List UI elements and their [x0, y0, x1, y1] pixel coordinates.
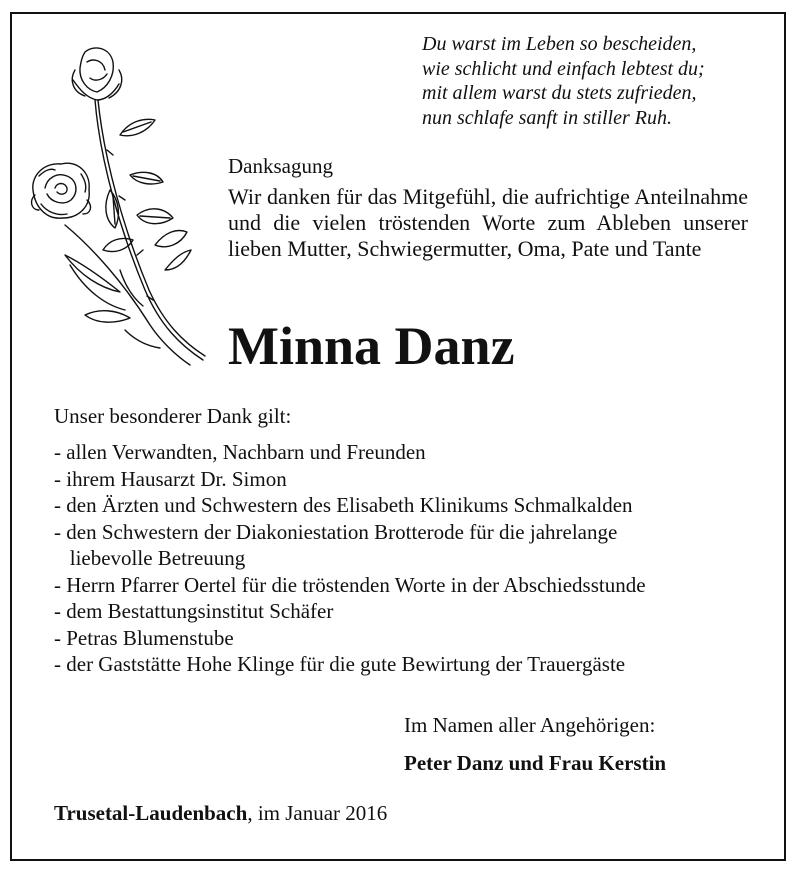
list-item: - allen Verwandten, Nachbarn und Freunden — [54, 440, 426, 464]
signoff-label: Im Namen aller Angehörigen: — [404, 713, 656, 737]
footer — [54, 801, 387, 826]
poem-line: mit allem warst du stets zufrieden, — [422, 82, 697, 104]
list-item: - Petras Blumenstube — [54, 625, 234, 650]
footer-date: , im Januar 2016 — [247, 801, 388, 825]
deceased-name: Minna Danz — [228, 316, 515, 376]
list-item: - Herrn Pfarrer Oertel für die tröstenden Worte in der Abschiedsstunde — [54, 572, 646, 597]
special-thanks-list — [54, 439, 646, 678]
list-item: - dem Bestattungsinstitut Schäfer — [54, 599, 334, 623]
poem-line: wie schlicht und einfach lebtest du; — [422, 57, 705, 80]
list-item: - den Ärzten und Schwestern des Elisabeth Klinikums Schmalkalden — [54, 493, 633, 517]
list-item: - der Gaststätte Hohe Klinge für die gute Bewirtung der Trauergäste — [54, 652, 626, 676]
list-item: - den Schwestern der Diakoniestation Brotterode für die jahrelange liebevolle Betreuung — [54, 519, 618, 570]
footer-place: Trusetal-Laudenbach — [54, 801, 248, 825]
signoff-names: Peter Danz und Frau Kerstin — [404, 751, 667, 775]
poem-line: nun schlafe sanft in stiller Ruh. — [422, 106, 672, 129]
poem — [422, 32, 772, 130]
special-thanks-intro: Unser besonderer Dank gilt: — [54, 404, 292, 428]
poem-line: Du warst im Leben so bescheiden, — [422, 33, 697, 55]
rose-icon — [25, 40, 210, 370]
thanks-heading: Danksagung — [228, 154, 333, 178]
thanks-paragraph: Wir danken für das Mitgefühl, die aufrichtige Anteilnahme und die vielen tröstenden Worte zum Ableben unserer lieben Mutter, Schwiegermutter, Oma, Pate und Tante — [228, 184, 748, 261]
list-item: - ihrem Hausarzt Dr. Simon — [54, 466, 287, 491]
